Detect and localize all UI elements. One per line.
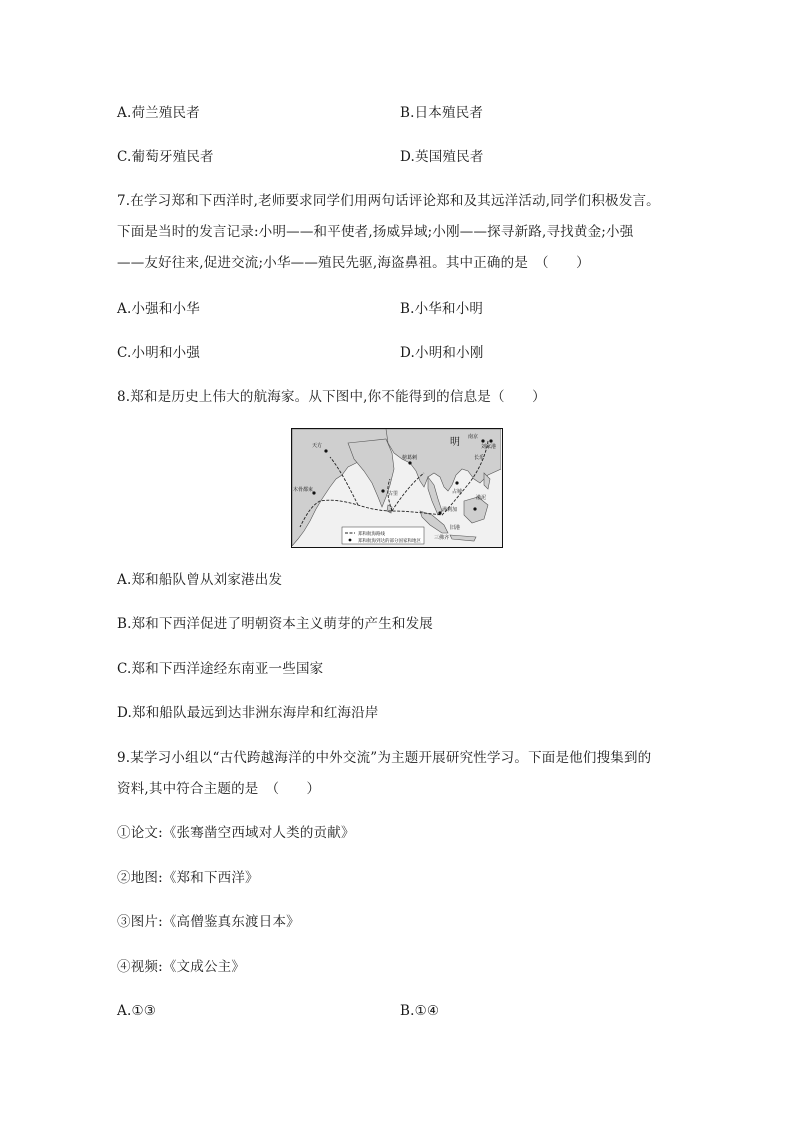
map-label-malacca: 满剌加 [442,507,458,513]
marker-liujiagang [489,439,492,442]
q7-option-c: C.小明和小强 [117,345,201,361]
q9-item-3: ③图片:《高僧鉴真东渡日本》 [117,914,300,930]
q6-option-c: C.葡萄牙殖民者 [117,149,214,165]
malay-peninsula [428,477,442,515]
legend-route-label: 郑和航海路线 [358,532,385,537]
map-label-sanfoqi: 三佛齐 [434,535,450,541]
map-label-borneo: 渤泥 [476,495,487,501]
map-label-bengal: 榜葛剌 [402,455,418,461]
map-label-nanjing: 南京 [468,434,479,440]
marker-borneo [473,507,476,510]
map-label-champa: 占城 [452,489,463,495]
q7-option-d: D.小明和小刚 [400,345,484,361]
q9-stem-line-1: 9.某学习小组以“古代跨越海洋的中外交流”为主题开展研究性学习。下面是他们搜集到的 [117,750,652,766]
q8-stem: 8.郑和是历史上伟大的航海家。从下图中,你不能得到的信息是（ ） [117,389,546,405]
map-label-changle: 长乐 [474,455,485,461]
map-label-mogadishu: 木骨都束 [293,487,314,493]
q7-stem-line-2: 下面是当时的发言记录:小明——和平使者,扬威异域;小刚——探寻新路,寻找黄金;小强 [117,224,634,240]
q7-option-b: B.小华和小明 [400,301,484,317]
map-label-palembang: 旧港 [450,525,461,531]
q9-item-1: ①论文:《张骞凿空西域对人类的贡献》 [117,825,355,841]
q8-option-b: B.郑和下西洋促进了明朝资本主义萌芽的产生和发展 [117,616,434,632]
q8-option-a: A.郑和船队曾从刘家港出发 [117,572,283,588]
q8-option-c: C.郑和下西洋途经东南亚一些国家 [117,661,324,677]
marker-bengal [408,461,411,464]
legend-place-swatch [349,539,352,542]
q9-stem-line-2: 资料,其中符合主题的是 （ ） [117,781,321,797]
q6-option-b: B.日本殖民者 [400,105,484,121]
q7-stem-line-1: 7.在学习郑和下西洋时,老师要求同学们用两句话评论郑和及其远洋活动,同学们积极发言。 [117,193,660,209]
q9-item-4: ④视频:《文成公主》 [117,959,246,975]
zheng-he-voyage-map [291,428,503,548]
marker-nanjing [481,439,484,442]
marker-champa [455,481,458,484]
map-label-tianfang: 天方 [312,443,323,449]
legend-places-label: 郑和航海到达的部分国家和地区 [358,539,421,544]
q9-option-b: B.①④ [400,1003,440,1019]
q7-stem-line-3: ——友好往来,促进交流;小华——殖民先驱,海盗鼻祖。其中正确的是 （ ） [117,255,590,271]
q6-option-a: A.荷兰殖民者 [117,105,200,121]
q6-option-d: D.英国殖民者 [400,149,484,165]
q8-option-d: D.郑和船队最远到达非洲东海岸和红海沿岸 [117,705,379,721]
map-label-liujiagang: 刘家港 [481,444,497,450]
q7-option-a: A.小强和小华 [117,301,200,317]
marker-guli [381,489,384,492]
q9-option-a: A.①③ [117,1003,157,1019]
map-label-guli: 古里 [388,491,399,497]
q9-item-2: ②地图:《郑和下西洋》 [117,870,259,886]
java-island [450,535,476,541]
map-label-ming: 明 [450,437,460,448]
marker-tianfang [324,449,327,452]
